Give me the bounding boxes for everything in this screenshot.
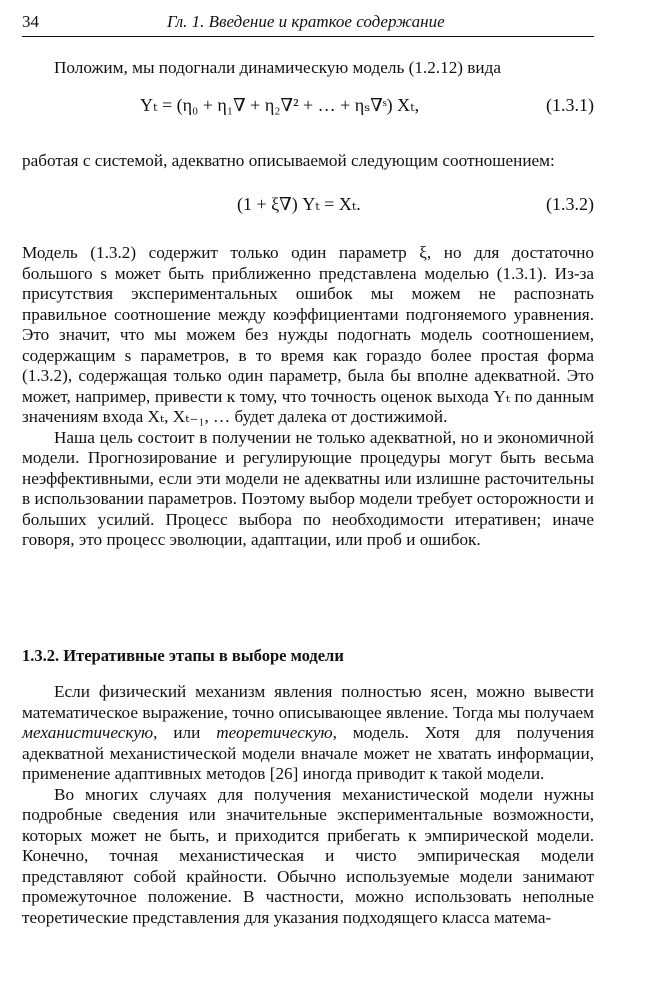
paragraph-3-start: Если физический механизм явления полностью ясен, можно вывести математическое выражение, точно описывающее явление. Тогда мы получаем bbox=[22, 682, 594, 722]
equation-1-3-1 bbox=[22, 95, 594, 121]
paragraph-3 bbox=[22, 682, 594, 785]
paragraph-3-mid: , или bbox=[153, 723, 217, 742]
intro-text: Положим, мы подогнали динамическую модель (1.2.12) вида bbox=[54, 58, 501, 77]
term-mechanistic: механистическую bbox=[22, 723, 154, 742]
equation-2-formula: (1 + ξ∇) Yₜ = Xₜ. bbox=[237, 194, 361, 214]
page-header bbox=[22, 10, 594, 37]
paragraph-4: Во многих случаях для получения механистической модели нужны подробные сведения или значительные экспериментальные возможности, которых может не быть, и приходится прибегать к эмпирической модели. Конечно, точная механистическая и чисто эмпирическая модели представляют собой крайности. Обычно используемые модели занимают промежуточное положение. В частности, можно использовать неполные теоретические представления для указания подходящего класса матема- bbox=[22, 784, 594, 927]
body-block-2 bbox=[22, 682, 594, 928]
page-number: 34 bbox=[22, 12, 39, 31]
equation-1-3-2 bbox=[22, 194, 594, 220]
equation-1-number: (1.3.1) bbox=[546, 95, 594, 115]
paragraph-1: Модель (1.3.2) содержит только один параметр ξ, но для достаточно большого s может быть приближенно представлена моделью (1.3.1). Из-за присутствия экспериментальных ошибок мы можем не распознать правильное соотношение между коэффициентами подгоняемого уравнения. Это значит, что мы можем без нужды подогнать модель соотношением, содержащим s параметров, в то время как гораздо более простая форма (1.3.2), содержащая только один параметр, была бы вполне адекватной. Это может, например, привести к тому, что точность оценок выхода Yₜ по данным значениям входа Xₜ, Xₜ₋₁, … будет далека от достижимой. bbox=[22, 243, 594, 426]
section-heading: 1.3.2. Итеративные этапы в выборе модели bbox=[22, 646, 344, 665]
paragraph-3-end: , модель. Хотя для получения адекватной механистической модели вначале может не хватать информации, применение адаптивных методов [26] иногда приводит к такой модели. bbox=[22, 723, 594, 783]
paragraph-2: Наша цель состоит в получении не только адекватной, но и экономичной модели. Прогнозирование и регулирующие процедуры могут быть весьма неэффективными, если эти модели не адекватны или излишне расточительны в использовании параметров. Поэтому выбор модели требует осторожности и больших усилий. Процесс выбора по необходимости итеративен; иначе говоря, это процесс эволюции, адаптации, или проб и ошибок. bbox=[22, 427, 594, 549]
middle-block bbox=[22, 151, 594, 172]
middle-text: работая с системой, адекватно описываемой следующим соотношением: bbox=[22, 151, 555, 170]
equation-1-formula: Yₜ = (η₀ + η₁∇ + η₂∇² + … + ηₛ∇ˢ) Xₜ, bbox=[140, 95, 420, 115]
term-theoretical: теоретическую bbox=[216, 723, 333, 742]
equation-2-number: (1.3.2) bbox=[546, 194, 594, 214]
running-title: Гл. 1. Введение и краткое содержание bbox=[167, 12, 445, 31]
intro-block bbox=[22, 58, 594, 79]
body-block-1 bbox=[22, 243, 594, 551]
